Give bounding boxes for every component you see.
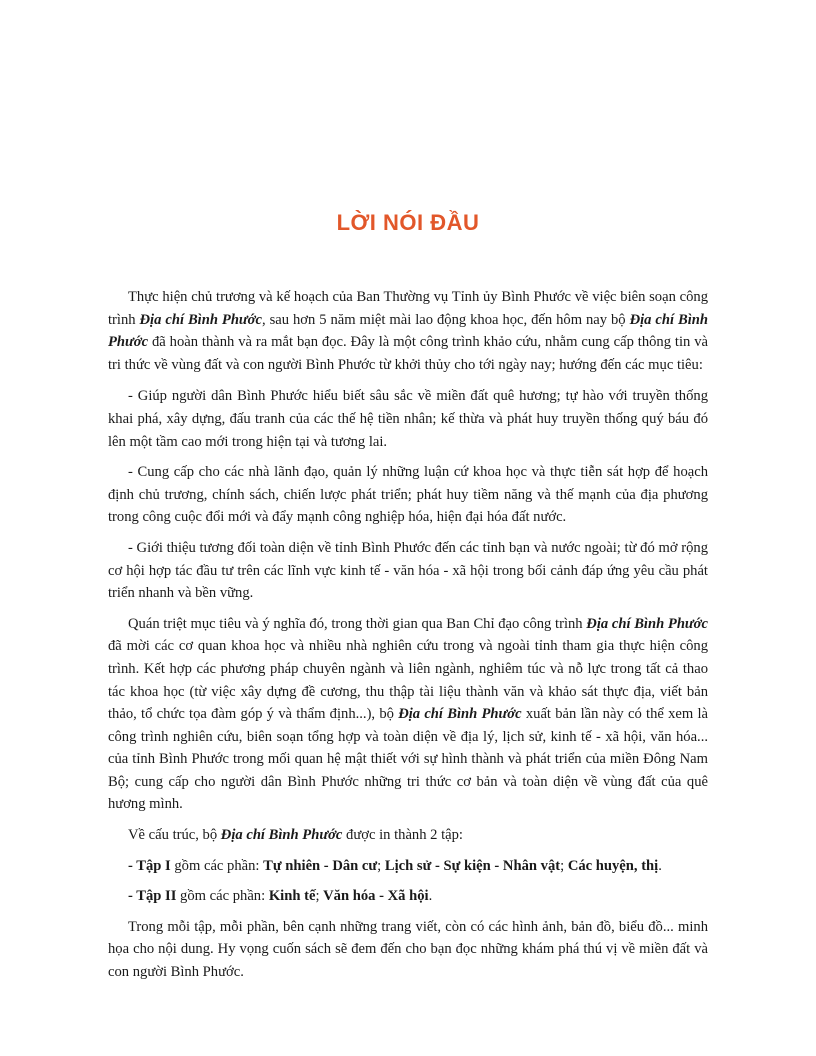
book-title: Địa chí Bình Phước (220, 827, 343, 844)
section-name: Lịch sử - Sự kiện - Nhân vật (384, 857, 561, 874)
section-name: Văn hóa - Xã hội (323, 888, 429, 905)
preface-body (108, 286, 708, 992)
paragraph-2: - Giúp người dân Bình Phước hiểu biết sâu sắc về miền đất quê hương; tự hào với truyền thống khai phá, xây dựng, đấu tranh của các thế hệ tiền nhân; kế thừa và phát huy truyền thống quý báu đó lên một tầm cao mới trong hiện tại và tương lai. (108, 388, 708, 450)
paragraph-1 (108, 286, 708, 376)
paragraph-4: - Giới thiệu tương đối toàn diện về tỉnh Bình Phước đến các tỉnh bạn và nước ngoài; từ đó mở rộng cơ hội hợp tác đầu tư trên các lĩnh vực kinh tế - văn hóa - xã hội trong bối cảnh đáp ứng yêu cầu phát triển nhanh và bền vững. (108, 539, 708, 602)
volume-label: - Tập I (128, 857, 171, 874)
book-title: Địa chí Bình Phước (108, 311, 709, 351)
text: ; (560, 857, 568, 874)
section-name: Tự nhiên - Dân cư (263, 857, 378, 874)
page-title: LỜI NÓI ĐẦU (336, 210, 480, 235)
text: đã hoàn thành và ra mắt bạn đọc. Đây là một công trình khảo cứu, nhằm cung cấp thông tin và tri thức về vùng đất và con người Bình Phước từ khởi thủy cho tới ngày nay; hướng đến các mục tiêu: (108, 334, 708, 373)
text: . (428, 888, 433, 905)
paragraph-3: - Cung cấp cho các nhà lãnh đạo, quản lý những luận cứ khoa học và thực tiễn sát hợp để hoạch định chủ trương, chính sách, chiến lược phát triển; phát huy tiềm năng và thế mạnh của địa phương trong công cuộc đổi mới và đẩy mạnh công nghiệp hóa, hiện đại hóa đất nước. (108, 464, 708, 526)
text: . (658, 857, 662, 874)
text: được in thành 2 tập: (342, 827, 463, 844)
paragraph-6 (108, 824, 708, 847)
text: đã mời các cơ quan khoa học và nhiều nhà nghiên cứu trong và ngoài tỉnh tham gia thực hiện công trình. Kết hợp các phương pháp chuyên ngành và liên ngành, nghiêm túc và nỗ lực trong tất cả thao tác khoa học (từ việc xây dựng đề cương, thu thập tài liệu thành văn và khảo sát thực địa, viết bản thảo, tổ chức tọa đàm góp ý và thẩm định...), bộ (108, 638, 708, 723)
section-name: Các huyện, thị (567, 857, 659, 874)
paragraph-volume-2 (108, 885, 708, 908)
text: Về cấu trúc, bộ (128, 827, 221, 844)
paragraph-9: Trong mỗi tập, mỗi phần, bên cạnh những trang viết, còn có các hình ảnh, bản đồ, biểu đồ... minh họa cho nội dung. Hy vọng cuốn sách sẽ đem đến cho bạn đọc những khám phá thú vị về miền đất và con người Bình Phước. (108, 918, 708, 981)
volume-label: - Tập II (128, 888, 177, 905)
text: Thực hiện chủ trương và kế hoạch của Ban Thường vụ Tỉnh ủy Bình Phước về việc biên soạn công trình (108, 289, 708, 328)
paragraph-volume-1 (108, 855, 708, 878)
text: ; (377, 857, 385, 874)
book-title: Địa chí Bình Phước (586, 615, 708, 632)
text: , sau hơn 5 năm miệt mài lao động khoa học, đến hôm nay bộ (261, 311, 630, 328)
text: gồm các phần: (176, 888, 269, 905)
section-name: Kinh tế (268, 888, 316, 905)
text: gồm các phần: (170, 857, 264, 874)
text: Quán triệt mục tiêu và ý nghĩa đó, trong thời gian qua Ban Chỉ đạo công trình (128, 615, 587, 632)
text: xuất bản lần này có thể xem là công trình nghiên cứu, biên soạn tổng hợp và toàn diện về địa lý, lịch sử, kinh tế - xã hội, văn hóa... của tỉnh Bình Phước trong mối quan hệ mật thiết với sự hình thành và phát triển của miền Đông Nam Bộ; cung cấp cho người dân Bình Phước những tri thức cơ bản và toàn diện về vùng đất của quê hương mình. (108, 706, 709, 813)
book-title: Địa chí Bình Phước (139, 311, 262, 328)
book-title: Địa chí Bình Phước (398, 706, 522, 723)
paragraph-5 (108, 613, 708, 816)
text: ; (315, 888, 324, 905)
